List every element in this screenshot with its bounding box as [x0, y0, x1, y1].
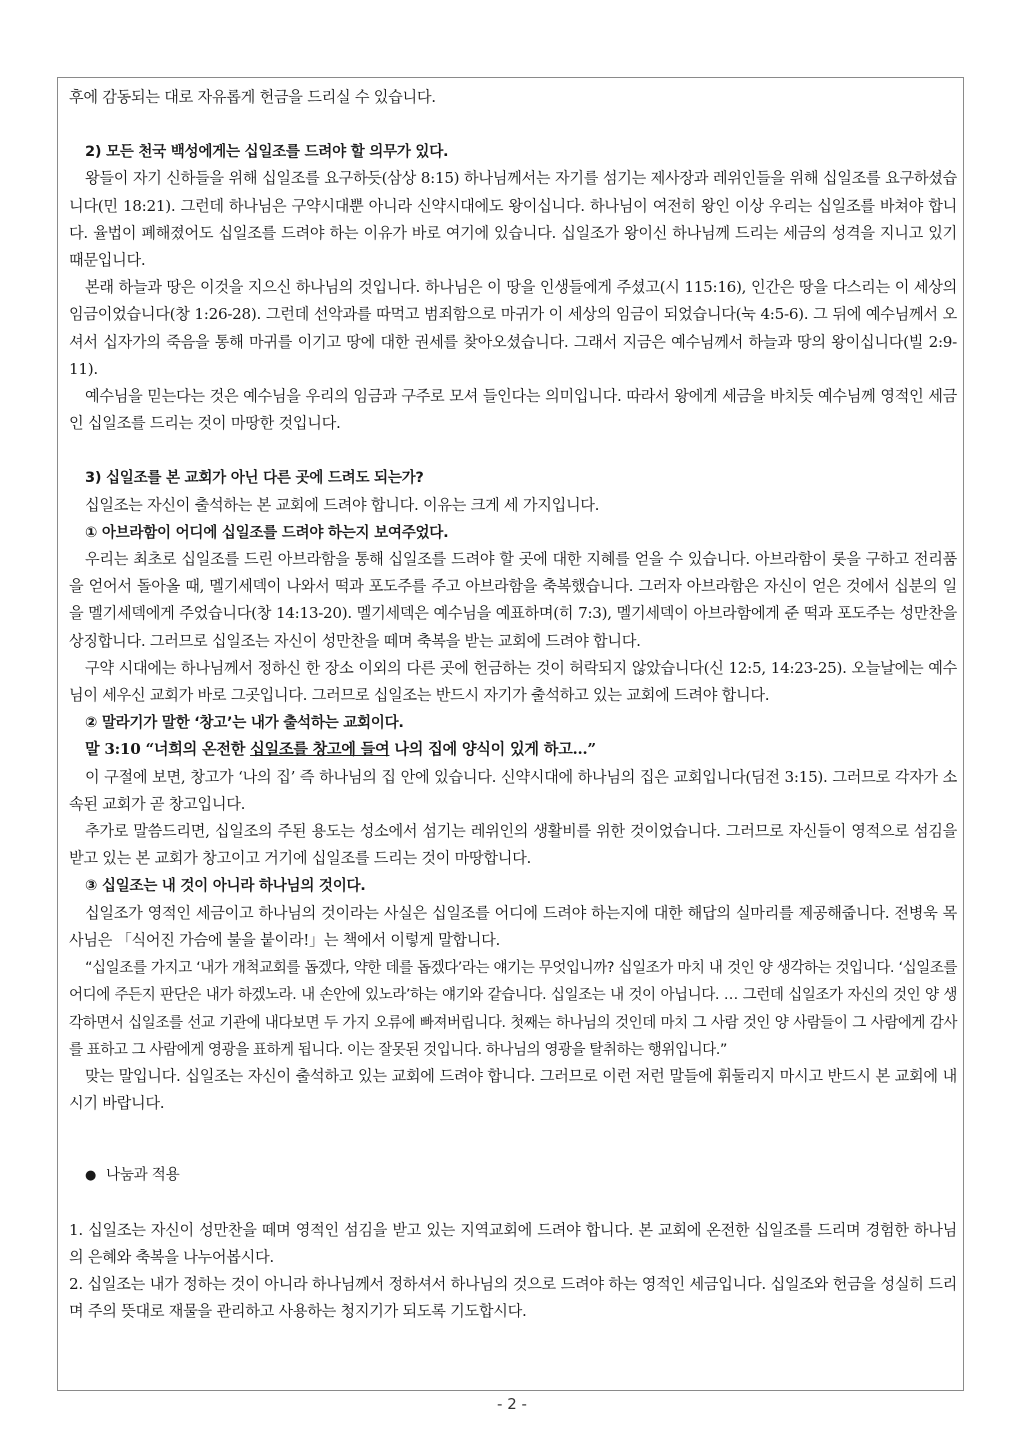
sharing-item-1: 1. 십일조는 자신이 성만찬을 떼며 영적인 섬김을 받고 있는 지역교회에 드려야 합니다. 본 교회에 온전한 십일조를 드리며 경험한 하나님의 은혜와 축복을 나누어봅시다. [69, 1220, 957, 1266]
page-number: - 2 - [497, 1395, 527, 1413]
subsection-3-heading: ③ 십일조는 내 것이 아니라 하나님의 것이다. [85, 877, 366, 895]
section-3-heading: 3) 십일조를 본 교회가 아닌 다른 곳에 드려도 되는가? [85, 469, 424, 487]
verse-underlined: 십일조를 창고에 들여 [250, 740, 390, 759]
section-2-paragraph-3: 예수님을 믿는다는 것은 예수님을 우리의 임금과 구주로 모셔 들인다는 의미입니다. 따라서 왕에게 세금을 바치듯 예수님께 영적인 세금인 십일조를 드리는 것이 마땅한 것입니다. [69, 387, 957, 433]
section-2-paragraph-2: 본래 하늘과 땅은 이것을 지으신 하나님의 것입니다. 하나님은 이 땅을 인생들에게 주셨고(시 115:16), 인간은 땅을 다스리는 이 세상의 임금이었습니다(창 1:26-28). 그런데 선악과를 따먹고 범죄함으로 마귀가 이 세상의 임금이 되었습니다(눅 4:5-6). 그 뒤에 예수님께서 오셔서 십자가의 죽음을 통해 마귀를 이기고 땅에 대한 권세를 찾아오셨습니다. 그래서 지금은 예수님께서 하늘과 땅의 왕이십니다(빌 2:9-11). [69, 278, 957, 378]
subsection-1-heading: ① 아브라함이 어디에 십일조를 드려야 하는지 보여주었다. [85, 523, 449, 541]
subsection-3-paragraph-2: 맞는 말입니다. 십일조는 자신이 출석하고 있는 교회에 드려야 합니다. 그러므로 이런 저런 말들에 휘둘리지 마시고 반드시 본 교회에 내시기 바랍니다. [69, 1066, 957, 1113]
sharing-title: 나눔과 적용 [106, 1166, 180, 1184]
bullet-icon: ● [85, 1168, 97, 1184]
document-body [69, 84, 957, 1325]
intro-line: 후에 감동되는 대로 자유롭게 헌금을 드리실 수 있습니다. [69, 88, 436, 106]
verse-reference: 말 3:10 “너희의 온전한 [85, 740, 251, 759]
subsection-3-paragraph-1: 십일조가 영적인 세금이고 하나님의 것이라는 사실은 십일조를 어디에 드려야 하는지에 대한 해답의 실마리를 제공해줍니다. 전병욱 목사님은 「식어진 가슴에 불을 붙이라!」는 책에서 이렇게 말합니다. [69, 903, 957, 949]
subsection-1-paragraph-1: 우리는 최초로 십일조를 드린 아브라함을 통해 십일조를 드려야 할 곳에 대한 지혜를 얻을 수 있습니다. 아브라함이 롯을 구하고 전리품을 얻어서 돌아올 때, 멜기세덱이 나와서 떡과 포도주를 주고 아브라함을 축복했습니다. 그러자 아브라함은 자신이 얻은 것에서 십분의 일을 멜기세덱에게 주었습니다(창 14:13-20). 멜기세덱은 예수님을 예표하며(히 7:3), 멜기세덱이 아브라함에게 준 떡과 포도주는 성만찬을 상징합니다. 그러므로 십일조는 자신이 성만찬을 떼며 축복을 받는 교회에 드려야 합니다. [69, 550, 957, 650]
section-3-intro: 십일조는 자신이 출석하는 본 교회에 드려야 합니다. 이유는 크게 세 가지입니다. [85, 495, 600, 514]
subsection-2-paragraph-1: 이 구절에 보면, 창고가 ‘나의 집’ 즉 하나님의 집 안에 있습니다. 신약시대에 하나님의 집은 교회입니다(딤전 3:15). 그러므로 각자가 소속된 교회가 곧 창고입니다. [69, 767, 957, 813]
sharing-item-2: 2. 십일조는 내가 정하는 것이 아니라 하나님께서 정하셔서 하나님의 것으로 드려야 하는 영적인 세금입니다. 십일조와 헌금을 성실히 드리며 주의 뜻대로 재물을 관리하고 사용하는 청지기가 되도록 기도합시다. [69, 1274, 957, 1321]
section-2-heading: 2) 모든 천국 백성에게는 십일조를 드려야 할 의무가 있다. [85, 143, 449, 161]
subsection-2-paragraph-2: 추가로 말씀드리면, 십일조의 주된 용도는 성소에서 섬기는 레위인의 생활비를 위한 것이었습니다. 그러므로 자신들이 영적으로 섬김을 받고 있는 본 교회가 창고이고 거기에 십일조를 드리는 것이 마땅합니다. [69, 822, 957, 868]
subsection-2-heading: ② 말라기가 말한 ‘창고’는 내가 출석하는 교회이다. [85, 714, 404, 732]
scripture-verse [69, 736, 957, 763]
subsection-1-paragraph-2: 구약 시대에는 하나님께서 정하신 한 장소 이외의 다른 곳에 헌금하는 것이 허락되지 않았습니다(신 12:5, 14:23-25). 오늘날에는 예수님이 세우신 교회가 바로 그곳입니다. 그러므로 십일조는 반드시 자기가 출석하고 있는 교회에 드려야 합니다. [69, 658, 957, 705]
sharing-heading [69, 1161, 957, 1189]
verse-rest: 나의 집에 양식이 있게 하고…” [389, 740, 596, 759]
section-2-paragraph-1: 왕들이 자기 신하들을 위해 십일조를 요구하듯(삼상 8:15) 하나님께서는 자기를 섬기는 제사장과 레위인들을 위해 십일조를 요구하셨습니다(민 18:21). 그런데 하나님은 구약시대뿐 아니라 신약시대에도 왕이십니다. 하나님이 여전히 왕인 이상 우리는 십일조를 바쳐야 합니다. 율법이 폐해졌어도 십일조를 드려야 하는 이유가 바로 여기에 있습니다. 십일조가 왕이신 하나님께 드리는 세금의 성격을 지니고 있기 때문입니다. [69, 169, 957, 270]
author-quote: “십일조를 가지고 ‘내가 개척교회를 돕겠다, 약한 데를 돕겠다’라는 얘기는 무엇입니까? 십일조가 마치 내 것인 양 생각하는 것입니다. ‘십일조를 어디에 주든지 판단은 내가 하겠노라. 내 손안에 있노라’하는 얘기와 같습니다. 십일조는 내 것이 아닙니다. … 그런데 십일조가 자신의 것인 양 생각하면서 십일조를 선교 기관에 내다보면 두 가지 오류에 빠져버립니다. 첫째는 하나님의 것인데 마치 그 사람 것인 양 사람들이 그 사람에게 감사를 표하고 그 사람에게 영광을 표하게 됩니다. 이는 잘못된 것입니다. 하나님의 영광을 탈취하는 행위입니다.” [69, 959, 957, 1058]
